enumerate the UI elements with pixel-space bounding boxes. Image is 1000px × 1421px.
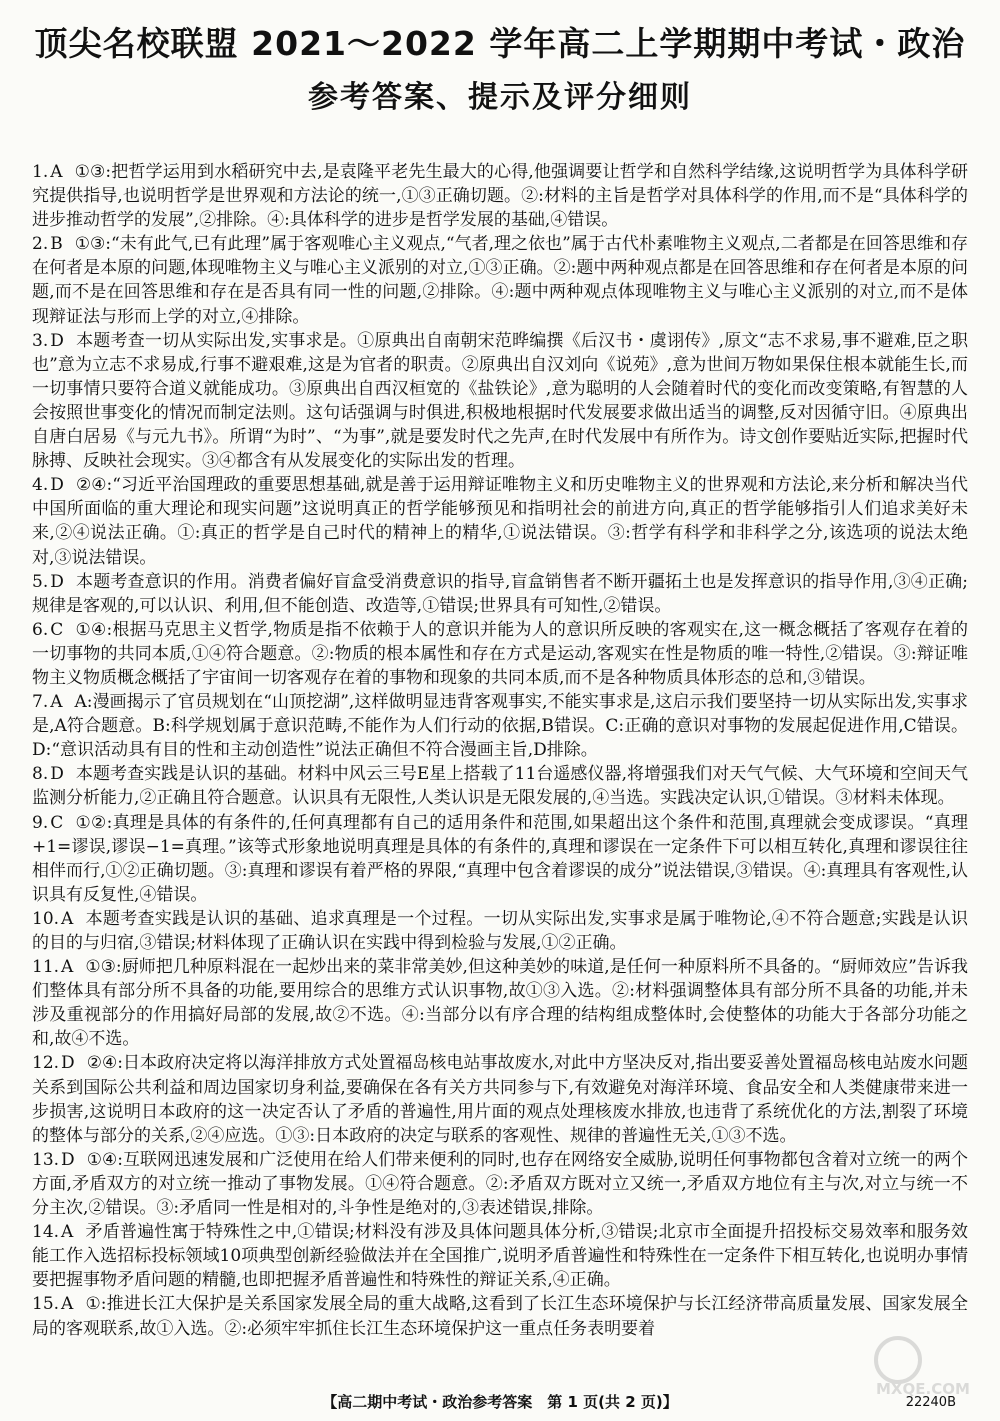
answer-item: [32, 811, 968, 907]
question-number: 7.: [32, 692, 49, 713]
answer-explanation: 本题考查意识的作用。消费者偏好盲盒受消费意识的指导,盲盒销售者不断开疆拓土也是发挥意识的指导作用,③④正确;规律是客观的,可以认识、利用,但不能创造、改造等,①错误;世界具有可知性,②错误。: [32, 571, 968, 616]
answer-explanation: 本题考查实践是认识的基础、追求真理是一个过程。一切从实际出发,实事求是属于唯物论,④不符合题意;实践是认识的目的与归宿,③错误;材料体现了正确认识在实践中得到检验与发展,①②正确。: [32, 908, 968, 953]
answer-item: [32, 1220, 968, 1292]
answer-letter: D: [50, 330, 64, 351]
answer-explanation: 本题考查实践是认识的基础。材料中风云三号E星上搭载了11台遥感仪器,将增强我们对天气气候、大气环境和空间天气监测分析能力,②正确且符合题意。认识具有无限性,人类认识是无限发展的,④当选。实践决定认识,①错误。③材料未体现。: [32, 764, 968, 809]
answer-explanation: ①:推进长江大保护是关系国家发展全局的重大战略,这看到了长江生态环境保护与长江经济带高质量发展、国家发展全局的客观联系,故①入选。②:必须牢牢抓住长江生态环境保护这一重点任务表明要着: [32, 1294, 968, 1339]
answer-item: [32, 762, 968, 810]
answer-letter: D: [50, 571, 64, 592]
answer-letter: D: [61, 1149, 75, 1170]
answers-list: [32, 160, 968, 1341]
answer-item: [32, 232, 968, 328]
page-footer: 【高二期中考试・政治参考答案 第 1 页(共 2 页)】: [322, 1393, 678, 1411]
question-number: 8.: [32, 764, 49, 785]
answer-letter: A: [61, 1294, 74, 1315]
page-title: 顶尖名校联盟 2021～2022 学年高二上学期期中考试・政治: [34, 24, 966, 63]
answer-item: [32, 690, 968, 762]
answer-explanation: 本题考查一切从实际出发,实事求是。①原典出自南朝宋范晔编撰《后汉书・虞诩传》,原文“志不求易,事不避难,臣之职也”意为立志不求易成,行事不避艰难,这是为官者的职责。②原典出自汉刘向《说苑》,意为世间万物如果保住根本就能生长,而一切事情只要符合道义就能成功。③原典出自西汉桓宽的《盐铁论》,意为聪明的人会随着时代的变化而改变策略,有智慧的人会按照世事变化的情况而制定法则。这句话强调与时俱进,积极地根据时代发展要求做出适当的调整,反对因循守旧。④原典出自唐白居易《与元九书》。所谓“为时”、“为事”,就是要发时代之先声,在时代发展中有所作为。诗文创作要贴近实际,把握时代脉搏、反映社会现实。③④都含有从发展变化的实际出发的哲理。: [32, 330, 968, 472]
answer-letter: A: [61, 1222, 74, 1243]
question-number: 13.: [32, 1149, 60, 1170]
question-number: 15.: [32, 1294, 60, 1315]
answer-item: [32, 473, 968, 569]
question-number: 5.: [32, 571, 49, 592]
document-code: 22240B: [905, 1395, 956, 1410]
answer-letter: A: [50, 162, 63, 182]
answer-explanation: 矛盾普遍性寓于特殊性之中,①错误;材料没有涉及具体问题具体分析,③错误;北京市全面提升招投标交易效率和服务效能工作入选招标投标领域10项典型创新经验做法并在全国推广,说明矛盾普遍性和特殊性在一定条件下相互转化,也说明办事情要把握事物矛盾问题的精髓,也即把握矛盾普遍性和特殊性的辩证关系,④正确。: [32, 1222, 968, 1291]
answer-explanation: ①④:根据马克思主义哲学,物质是指不依赖于人的意识并能为人的意识所反映的客观实在,这一概念概括了客观存在着的一切事物的共同本质,①④符合题意。②:物质的根本属性和存在方式是运动,客观实在性是物质的唯一特性,②错误。③:辩证唯物主义物质概念概括了宇宙间一切客观存在着的事物和现象的共同本质,而不是各种物质具体形态的总和,③错误。: [32, 619, 968, 688]
answer-explanation: ①②:真理是具体的有条件的,任何真理都有自己的适用条件和范围,如果超出这个条件和范围,真理就会变成谬误。“真理+1=谬误,谬误−1=真理。”该等式形象地说明真理是具体的有条件的,真理和谬误在一定条件下可以相互转化,真理和谬误往往相伴而行,①②正确切题。③:真理和谬误有着严格的界限,“真理中包含着谬误的成分”说法错误,③错误。④:真理具有客观性,认识具有反复性,④错误。: [32, 812, 968, 905]
question-number: 11.: [32, 957, 60, 978]
question-number: 10.: [32, 908, 60, 929]
question-number: 2.: [32, 234, 49, 255]
answer-letter: A: [61, 957, 74, 978]
answer-item: [32, 1051, 968, 1147]
answer-letter: A: [61, 908, 74, 929]
page-subtitle: 参考答案、提示及评分细则: [308, 80, 692, 115]
answer-item: [32, 570, 968, 618]
answer-item: [32, 1148, 968, 1220]
answer-item: [32, 329, 968, 474]
answer-letter: C: [50, 812, 64, 833]
answer-explanation: ①③:把哲学运用到水稻研究中去,是袁隆平老先生最大的心得,他强调要让哲学和自然科学结缘,这说明哲学为具体科学研究提供指导,也说明哲学是世界观和方法论的统一,①③正确切题。②:材料的主旨是哲学对具体科学的作用,而不是“具体科学的进步推动哲学的发展”,②排除。④:具体科学的进步是哲学发展的基础,④错误。: [32, 162, 968, 231]
watermark-logo: [868, 1330, 978, 1400]
answer-explanation: ①③:厨师把几种原料混在一起炒出来的菜非常美妙,但这种美妙的味道,是任何一种原料所不具备的。“厨师效应”告诉我们整体具有部分所不具备的功能,要用综合的思维方式认识事物,故①③入选。②:材料强调整体具有部分所不具备的功能,并未涉及重视部分的作用搞好局部的发展,故②不选。④:当部分以有序合理的结构组成整体时,会使整体的功能大于各部分功能之和,故④不选。: [32, 957, 968, 1050]
watermark-text: MXQE.COM: [876, 1380, 970, 1398]
answer-letter: B: [50, 234, 63, 255]
question-number: 14.: [32, 1222, 60, 1243]
answer-explanation: ②④:“习近平治国理政的重要思想基础,就是善于运用辩证唯物主义和历史唯物主义的世界观和方法论,来分析和解决当代中国所面临的重大理论和现实问题”这说明真正的哲学能够预见和指明社会的前进方向,真正的哲学能够指引人们追求美好未来,②④说法正确。①:真正的哲学是自己时代的精神上的精华,①说法错误。③:哲学有科学和非科学之分,该选项的说法太绝对,③说法错误。: [32, 475, 968, 568]
question-number: 1.: [32, 162, 49, 182]
answer-letter: D: [61, 1053, 75, 1074]
question-number: 3.: [32, 330, 49, 351]
answer-item: [32, 955, 968, 1051]
question-number: 12.: [32, 1053, 60, 1074]
answer-letter: D: [50, 475, 64, 496]
answer-letter: A: [50, 692, 63, 713]
answer-item: [32, 618, 968, 690]
answer-item: [32, 907, 968, 955]
answer-item: [32, 1292, 968, 1340]
answer-explanation: ①④:互联网迅速发展和广泛使用在给人们带来便利的同时,也存在网络安全威胁,说明任何事物都包含着对立统一的两个方面,矛盾双方的对立统一推动了事物发展。①④符合题意。②:矛盾双方既对立又统一,矛盾双方地位有主与次,对立与统一不分主次,②错误。③:矛盾同一性是相对的,斗争性是绝对的,③表述错误,排除。: [32, 1149, 968, 1219]
question-number: 6.: [32, 619, 49, 640]
answer-explanation: ①③:“未有此气,已有此理”属于客观唯心主义观点,“气者,理之依也”属于古代朴素唯物主义观点,二者都是在回答思维和存在何者是本原的问题,体现唯物主义与唯心主义派别的对立,①③正确。②:题中两种观点都是在回答思维和存在何者是本原的问题,而不是在回答思维和存在是否具有同一性的问题,②排除。④:题中两种观点体现唯物主义与唯心主义派别的对立,而不是体现辩证法与形而上学的对立,④排除。: [32, 234, 968, 327]
answer-letter: D: [50, 764, 64, 785]
answer-explanation: A:漫画揭示了官员规划在“山顶挖湖”,这样做明显违背客观事实,不能实事求是,这启示我们要坚持一切从实际出发,实事求是,A符合题意。B:科学规划属于意识范畴,不能作为人们行动的依据,B错误。C:正确的意识对事物的发展起促进作用,C错误。D:“意识活动具有目的性和主动创造性”说法正确但不符合漫画主旨,D排除。: [32, 692, 968, 761]
question-number: 9.: [32, 812, 49, 833]
answer-letter: C: [50, 619, 64, 640]
answer-explanation: ②④:日本政府决定将以海洋排放方式处置福岛核电站事故废水,对此中方坚决反对,指出要妥善处置福岛核电站废水问题关系到国际公共利益和周边国家切身利益,要确保在各有关方共同参与下,有效避免对海洋环境、食品安全和人类健康带来进一步损害,这说明日本政府的这一决定否认了矛盾的普遍性,用片面的观点处理核废水排放,也违背了系统优化的方法,割裂了环境的整体与部分的关系,②④应选。①③:日本政府的决定与联系的客观性、规律的普遍性无关,①③不选。: [32, 1053, 968, 1146]
answer-item: [32, 160, 968, 232]
question-number: 4.: [32, 475, 49, 496]
